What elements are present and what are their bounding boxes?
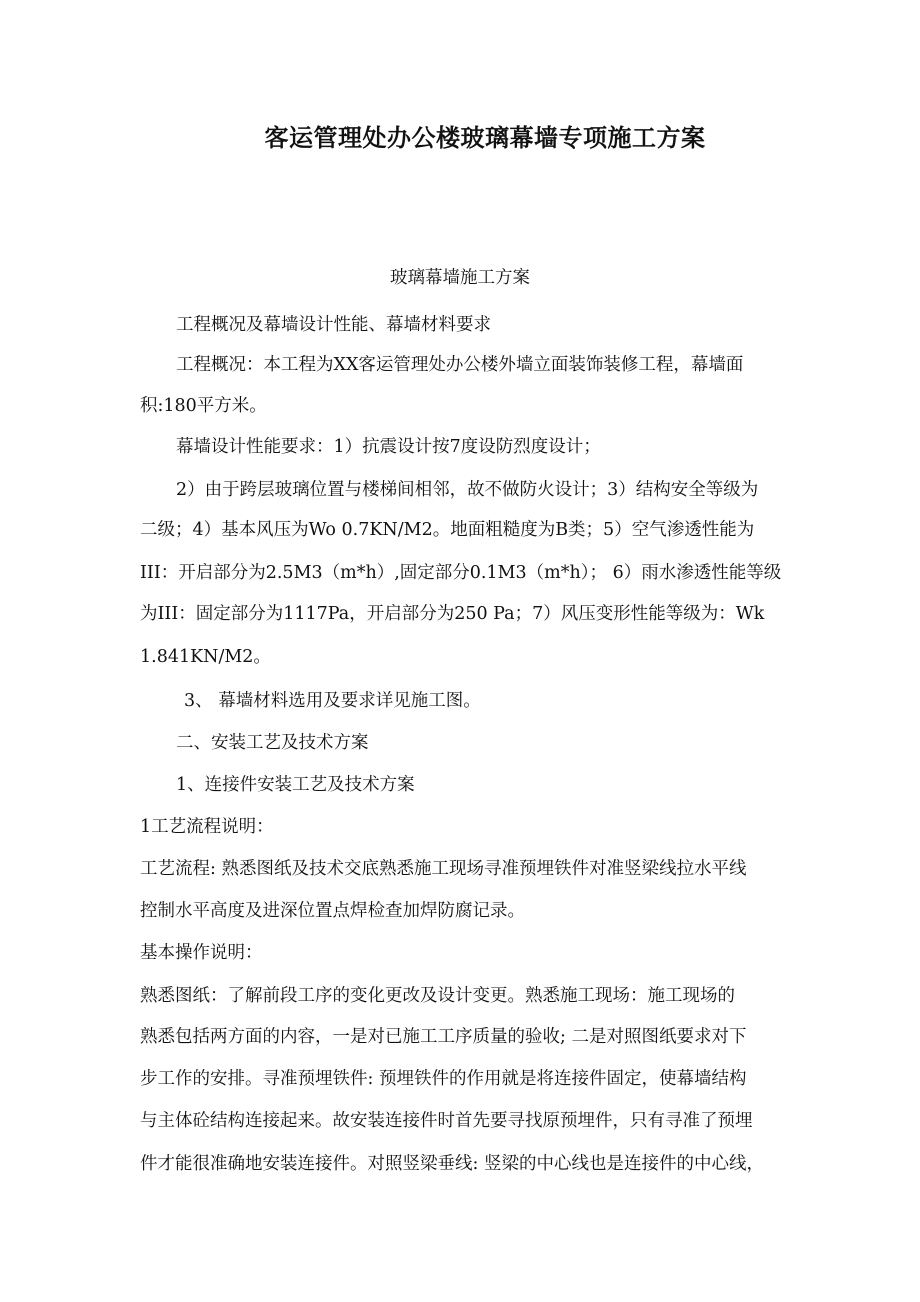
document-subtitle: 玻璃幕墙施工方案: [390, 268, 530, 288]
paragraph-line: 1.841KN/M2。: [140, 647, 271, 667]
paragraph-line: 熟悉图纸：了解前段工序的变化更改及设计变更。熟悉施工现场：施工现场的: [140, 986, 735, 1006]
paragraph-line: 工程概况及幕墙设计性能、幕墙材料要求: [176, 315, 491, 335]
paragraph-line: 与主体砼结构连接起来。故安装连接件时首先要寻找原预埋件，只有寻准了预埋: [140, 1111, 753, 1131]
document-title: 客运管理处办公楼玻璃幕墙专项施工方案: [264, 123, 706, 152]
paragraph-line: 熟悉包括两方面的内容，一是对已施工工序质量的验收; 二是对照图纸要求对下: [140, 1027, 747, 1047]
section-heading: 二、安装工艺及技术方案: [176, 733, 369, 753]
paragraph-line: 工程概况：本工程为XX客运管理处办公楼外墙立面装饰装修工程，幕墙面: [176, 355, 744, 375]
paragraph-line: 幕墙设计性能要求：1）抗震设计按7度设防烈度设计；: [176, 437, 601, 457]
paragraph-line: 基本操作说明：: [140, 943, 263, 963]
paragraph-line: 3、 幕墙材料选用及要求详见施工图。: [184, 691, 481, 711]
paragraph-line: 为III：固定部分为1117Pa，开启部分为250 Pa；7）风压变形性能等级为：Wk: [140, 604, 765, 624]
paragraph-line: 步工作的安排。寻准预埋铁件: 预埋铁件的作用就是将连接件固定，使幕墙结构: [140, 1069, 747, 1089]
paragraph-line: 工艺流程: 熟悉图纸及技术交底熟悉施工现场寻准预埋铁件对准竖梁线拉水平线: [140, 859, 747, 879]
paragraph-line: 二级；4）基本风压为Wo 0.7KN/M2。地面粗糙度为B类；5）空气渗透性能为: [140, 520, 755, 540]
paragraph-line: 2）由于跨层玻璃位置与楼梯间相邻，故不做防火设计；3）结构安全等级为: [176, 480, 759, 500]
subsection-heading: 1、连接件安装工艺及技术方案: [176, 775, 415, 795]
paragraph-line: 1工艺流程说明：: [140, 817, 274, 837]
paragraph-line: 控制水平高度及进深位置点焊检查加焊防腐记录。: [140, 901, 525, 921]
paragraph-line: III：开启部分为2.5M3（m*h）,固定部分0.1M3（m*h）； 6）雨水渗透性能等级: [140, 563, 782, 583]
paragraph-line: 件才能很准确地安装连接件。对照竖梁垂线: 竖梁的中心线也是连接件的中心线，: [140, 1154, 764, 1174]
paragraph-line: 积:180平方米。: [140, 396, 267, 416]
